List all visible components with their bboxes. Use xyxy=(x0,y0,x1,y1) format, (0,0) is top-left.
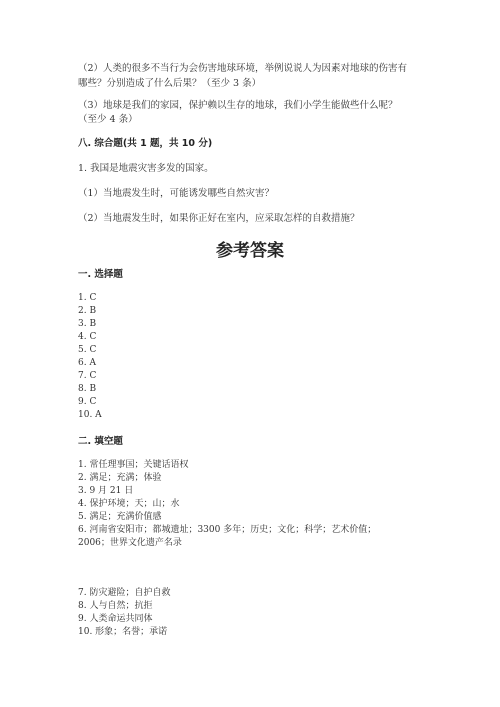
choice-answer: 6. A xyxy=(78,358,96,368)
section-8-heading: 八. 综合题(共 1 题，共 10 分) xyxy=(78,138,213,149)
fill-answer: 1. 常任理事国；关键话语权 xyxy=(78,460,189,470)
choice-answer: 2. B xyxy=(78,306,97,316)
question-2-line-2: 哪些？分别造成了什么后果？（至少 3 条） xyxy=(78,78,262,89)
fill-answer: 7. 防灾避险；自护自救 xyxy=(78,588,171,598)
choice-answer: 9. C xyxy=(78,397,97,407)
question-2-line-1: （2）人类的很多不当行为会伤害地球环境，举例说说人为因素对地球的伤害有 xyxy=(78,63,408,74)
choice-answer: 7. C xyxy=(78,371,97,381)
fill-answer-continued: 2006；世界文化遗产名录 xyxy=(78,538,182,548)
fill-answer: 3. 9 月 21 日 xyxy=(78,486,134,496)
question-3-line-1: （3）地球是我们的家园，保护赖以生存的地球，我们小学生能做些什么呢？ xyxy=(78,100,398,111)
choice-answer: 8. B xyxy=(78,384,97,394)
choice-section-heading: 一. 选择题 xyxy=(78,269,123,280)
section-8-question-1-sub-2: （2）当地震发生时，如果你正好在室内，应采取怎样的自救措施？ xyxy=(78,213,360,224)
section-8-question-1-sub-1: （1）当地震发生时，可能诱发哪些自然灾害？ xyxy=(78,188,275,199)
fill-answer: 5. 满足；充满价值感 xyxy=(78,512,162,522)
fill-answer: 2. 满足；充满；体验 xyxy=(78,473,162,483)
answer-key-title: 参考答案 xyxy=(216,241,284,261)
choice-answer: 1. C xyxy=(78,293,97,303)
fill-answer: 10. 形象；名誉；承诺 xyxy=(78,627,168,637)
choice-answer: 5. C xyxy=(78,345,97,355)
choice-answer: 10. A xyxy=(78,410,102,420)
question-3-line-2: （至少 4 条） xyxy=(78,114,138,125)
choice-answer: 4. C xyxy=(78,332,97,342)
choice-answer: 3. B xyxy=(78,319,97,329)
fill-answer: 4. 保护环境；天；山；水 xyxy=(78,499,180,509)
fill-answer: 6. 河南省安阳市；都城遗址；3300 多年；历史；文化；科学；艺术价值； xyxy=(78,525,377,535)
fill-answer: 9. 人类命运共同体 xyxy=(78,614,153,624)
fill-answer: 8. 人与自然；抗拒 xyxy=(78,601,153,611)
fill-section-heading: 二. 填空题 xyxy=(78,436,123,447)
section-8-question-1: 1. 我国是地震灾害多发的国家。 xyxy=(78,163,214,174)
